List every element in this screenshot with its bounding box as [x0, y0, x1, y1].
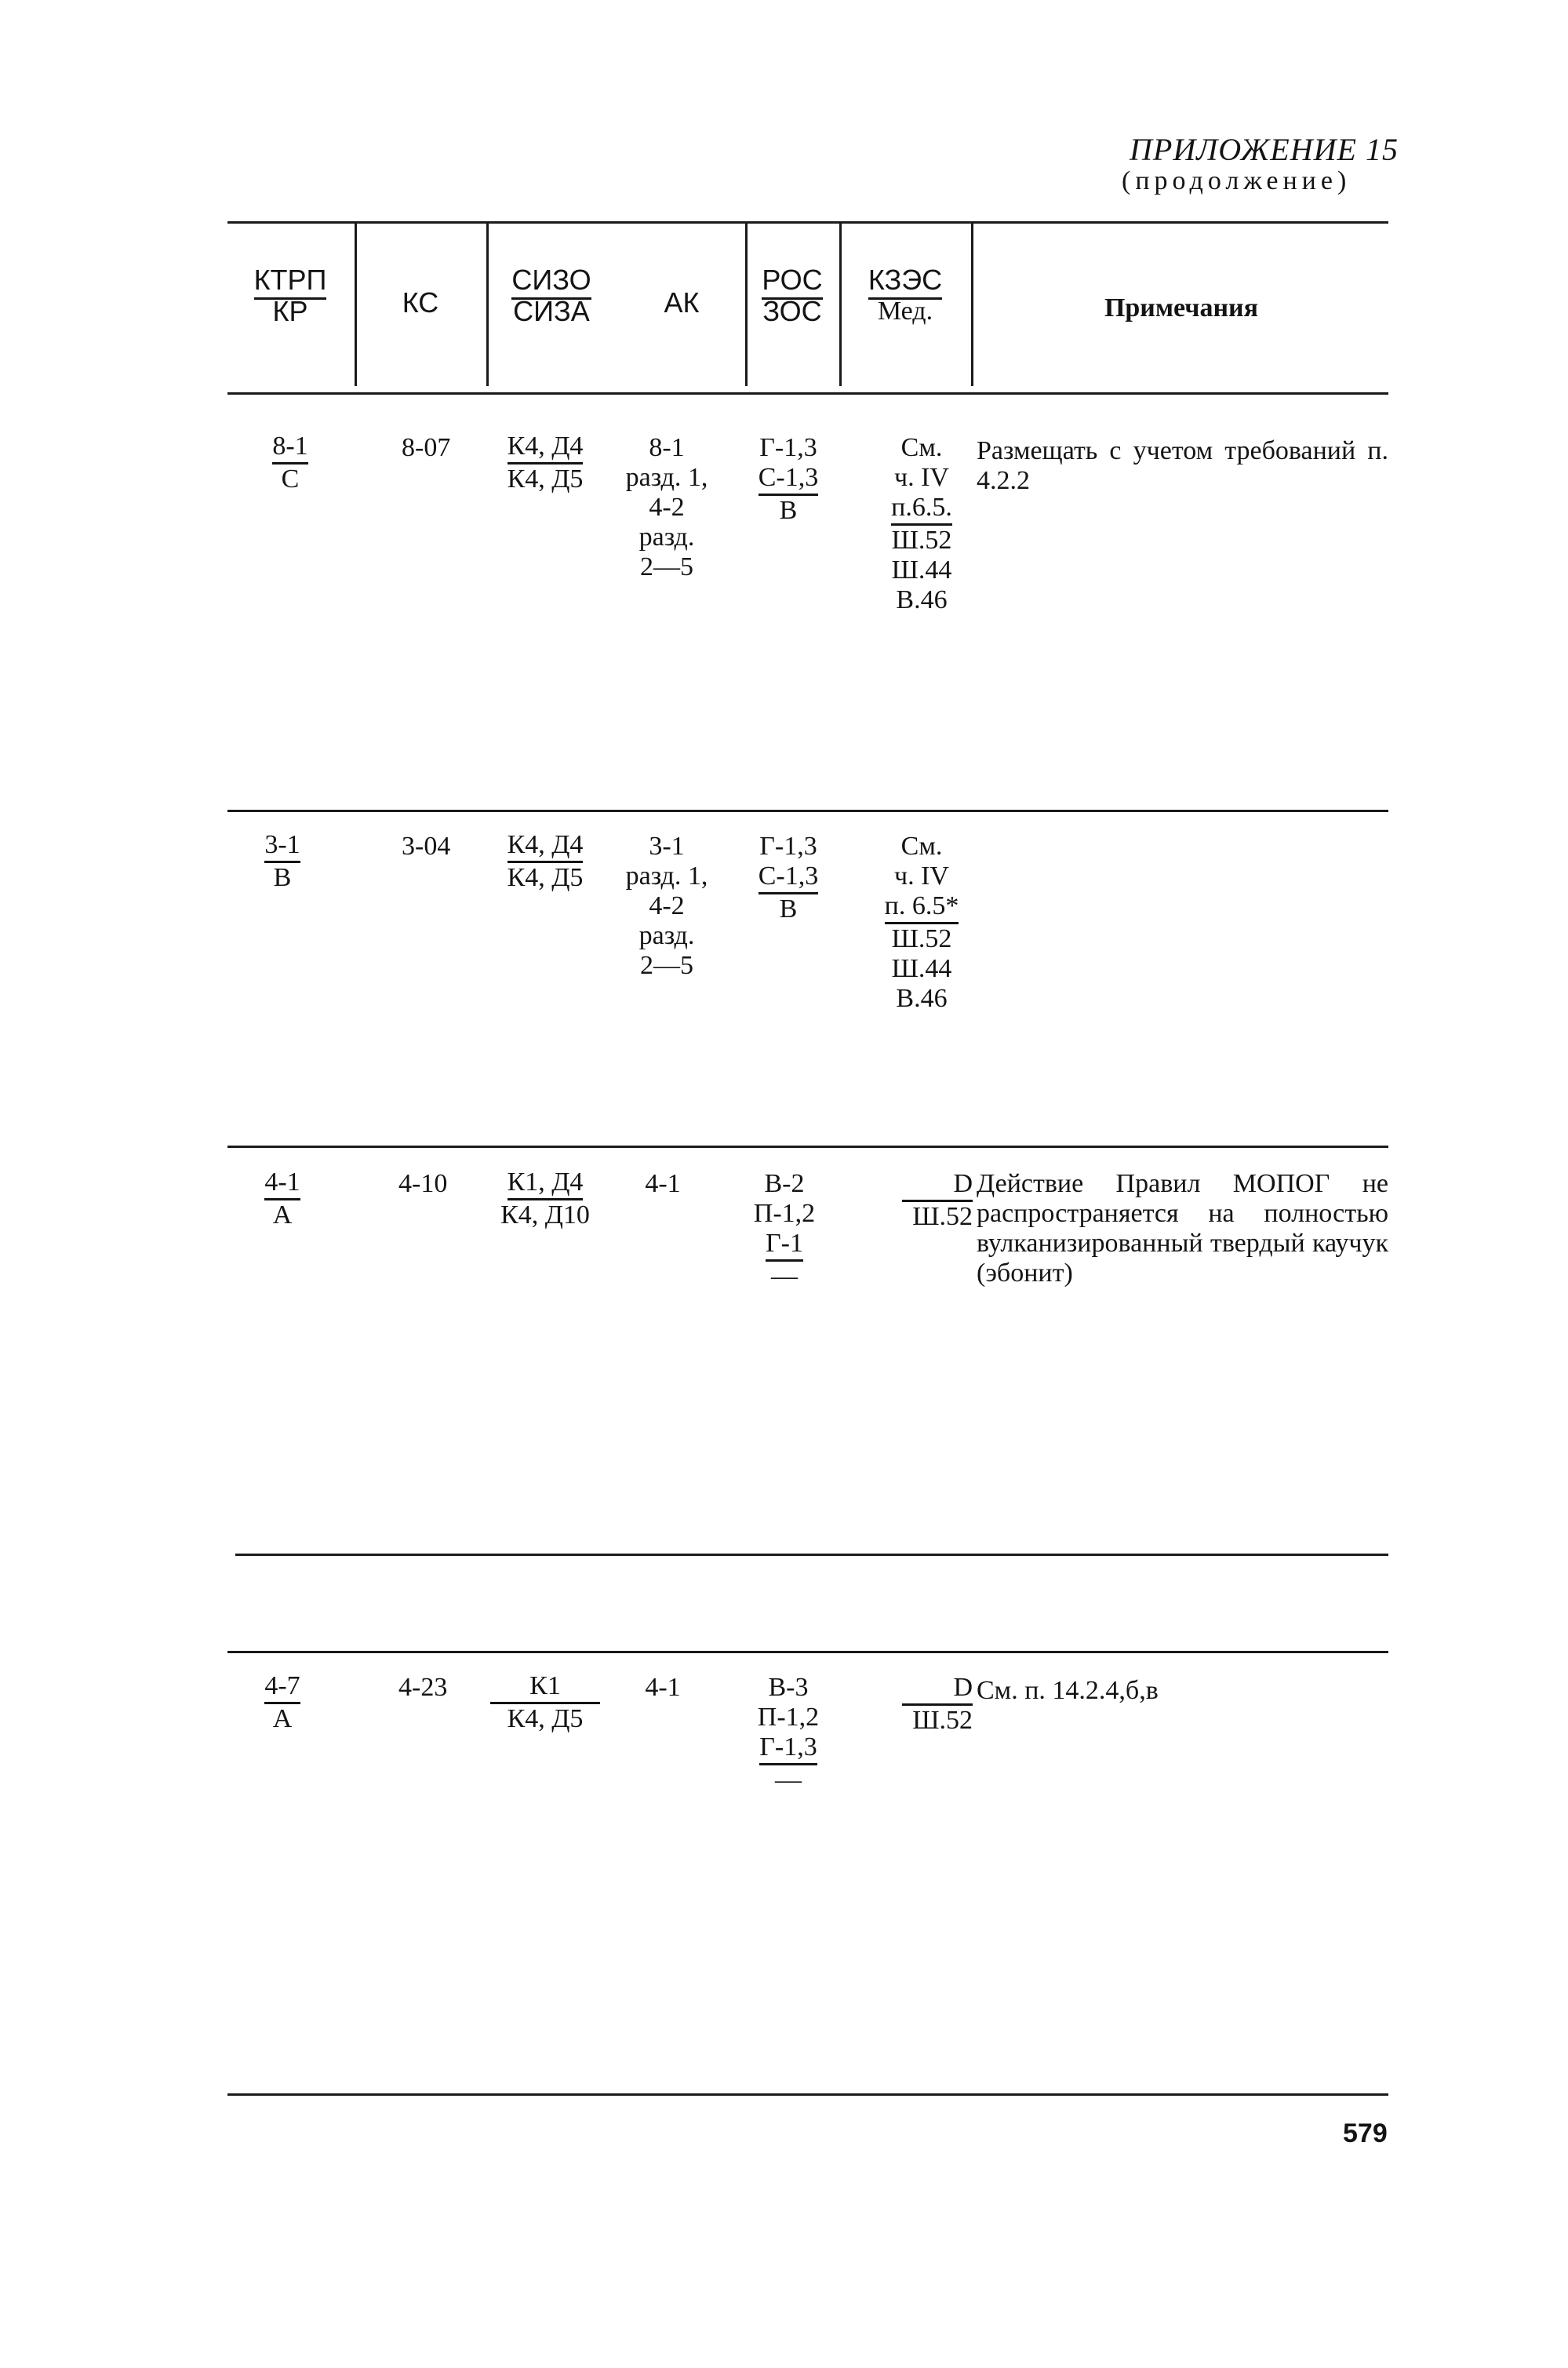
row2-ak-line: разд. 1,	[625, 862, 708, 891]
row4-kzes-med	[871, 1673, 973, 1736]
row2-ros-zos	[729, 832, 847, 924]
row1-kzes-line: ч. IV	[894, 463, 949, 492]
col-header-zos: ЗОС	[762, 295, 822, 327]
row2-med-line: В.46	[896, 984, 948, 1013]
col-header-kzes-med	[842, 264, 969, 328]
table-top-rule	[227, 221, 1388, 224]
row1-notes: Размещать с учетом требований п. 4.2.2	[977, 436, 1388, 495]
row1-ak-line: разд.	[638, 523, 695, 552]
row1-kzes-line: См.	[900, 433, 943, 462]
row-separator	[227, 1651, 1388, 1653]
table-bottom-rule	[227, 2093, 1388, 2096]
row2-ros-line: С-1,3	[759, 862, 819, 894]
row1-kr: С	[281, 464, 300, 494]
row3-notes: Действие Правил МОПОГ не распространяется на полностью вулканизированный твердый каучук (эбонит)	[977, 1169, 1388, 1288]
row4-sizo: К1	[490, 1671, 600, 1704]
col-header-ak: АК	[664, 286, 700, 319]
row1-zos-line: В	[779, 496, 798, 525]
col-header-ktrp: КТРП	[254, 264, 327, 300]
row-separator	[227, 1146, 1388, 1148]
row2-sizo: К4, Д4	[508, 830, 584, 863]
row3-kzes-line: D	[902, 1169, 973, 1202]
col-header-sizo: СИЗО	[511, 264, 591, 300]
row4-kr: А	[272, 1704, 293, 1733]
row1-ak-line: 8-1	[649, 433, 685, 462]
row3-ak	[612, 1169, 714, 1199]
row4-zos-line: —	[775, 1765, 802, 1794]
row1-sizo: К4, Д4	[508, 432, 584, 464]
row1-ks: 8-07	[402, 433, 451, 462]
row-separator	[227, 810, 1388, 812]
row3-zos-line: —	[771, 1262, 798, 1291]
row2-ktrp: 3-1	[264, 830, 300, 863]
row2-med-line: Ш.52	[891, 924, 952, 953]
row1-kzes-line: п.6.5.	[891, 493, 952, 526]
row4-ak-line: 4-1	[645, 1673, 681, 1702]
row3-kzes-med	[871, 1169, 973, 1232]
col-header-notes: Примечания	[1104, 293, 1259, 322]
row1-ros-line: Г-1,3	[759, 433, 817, 462]
row3-ros-line: Г-1	[766, 1229, 803, 1262]
row4-ros-zos	[729, 1673, 847, 1795]
row2-ktrp-kr	[235, 830, 329, 893]
row2-kzes-line: См.	[900, 832, 943, 861]
row2-ak-line: 3-1	[649, 832, 685, 861]
row2-kzes-line: ч. IV	[894, 862, 949, 891]
row4-ak	[612, 1673, 714, 1703]
row4-ros-line: П-1,2	[757, 1703, 820, 1732]
row3-ros-line: В-2	[764, 1169, 805, 1198]
row2-ks: 3-04	[402, 832, 451, 861]
row4-ks: 4-23	[398, 1673, 448, 1702]
row1-ak-line: 4-2	[649, 493, 685, 522]
row3-med-line: Ш.52	[912, 1202, 973, 1231]
row1-ktrp: 8-1	[272, 432, 307, 464]
row4-siza: К4, Д5	[507, 1704, 584, 1733]
row1-sizo-siza	[478, 432, 612, 494]
row4-notes: См. п. 14.2.4,б,в	[977, 1676, 1159, 1705]
row1-kzes-med	[871, 433, 973, 615]
row3-ros-line: П-1,2	[753, 1199, 816, 1228]
col-header-kzes: КЗЭС	[868, 264, 942, 300]
row3-ktrp: 4-1	[264, 1168, 300, 1200]
row3-kr: А	[272, 1200, 293, 1230]
row1-med-line: Ш.52	[891, 526, 952, 555]
row2-ak	[612, 832, 722, 981]
col-header-ks: КС	[402, 286, 439, 319]
row3-ks: 4-10	[398, 1169, 448, 1198]
row2-ros-line: Г-1,3	[759, 832, 817, 861]
row1-ak	[612, 433, 722, 582]
row1-ak-line: 2—5	[640, 552, 693, 581]
row3-siza: К4, Д10	[500, 1200, 590, 1230]
row1-med-line: Ш.44	[891, 556, 952, 585]
row2-kzes-med	[871, 832, 973, 1014]
row4-kzes-line: D	[902, 1673, 973, 1706]
row1-ros-line: С-1,3	[759, 463, 819, 496]
row4-ros-line: Г-1,3	[759, 1732, 817, 1765]
row4-ktrp: 4-7	[264, 1671, 300, 1704]
row1-ktrp-kr	[235, 432, 345, 494]
row-separator	[235, 1554, 1388, 1556]
appendix-title: ПРИЛОЖЕНИЕ 15	[1130, 132, 1399, 167]
row4-sizo-siza	[478, 1671, 612, 1734]
row4-ros-line: В-3	[768, 1673, 809, 1702]
row2-sizo-siza	[478, 830, 612, 893]
row4-med-line: Ш.52	[912, 1706, 973, 1735]
header-bottom-rule	[227, 392, 1388, 395]
row1-siza: К4, Д5	[507, 464, 584, 494]
col-header-kr: КР	[272, 295, 308, 327]
col-header-med: Мед.	[877, 297, 933, 326]
row4-ktrp-kr	[235, 1671, 329, 1734]
row2-ak-line: разд.	[638, 921, 695, 950]
col-header-ros-zos	[748, 264, 837, 328]
row3-sizo-siza	[478, 1168, 612, 1230]
row2-med-line: Ш.44	[891, 954, 952, 983]
page-number: 579	[1343, 2118, 1388, 2148]
row3-ktrp-kr	[235, 1168, 329, 1230]
col-header-ktrp-kr	[227, 264, 353, 328]
appendix-subtitle: (продолжение)	[1122, 166, 1352, 195]
row1-med-line: В.46	[896, 585, 948, 614]
row2-ak-line: 2—5	[640, 951, 693, 980]
row2-kr: В	[273, 863, 292, 892]
row2-ak-line: 4-2	[649, 891, 685, 920]
col-header-sizo-siza	[489, 264, 614, 328]
row3-sizo: К1, Д4	[508, 1168, 584, 1200]
row3-ak-line: 4-1	[645, 1169, 681, 1198]
row2-kzes-line: п. 6.5*	[885, 891, 959, 924]
row3-ros-zos	[729, 1169, 839, 1291]
row1-ros-zos	[729, 433, 847, 526]
row2-zos-line: В	[779, 894, 798, 924]
col-header-ros: РОС	[762, 264, 822, 300]
row1-ak-line: разд. 1,	[625, 463, 708, 492]
col-header-siza: СИЗА	[513, 295, 590, 327]
row2-siza: К4, Д5	[507, 863, 584, 892]
